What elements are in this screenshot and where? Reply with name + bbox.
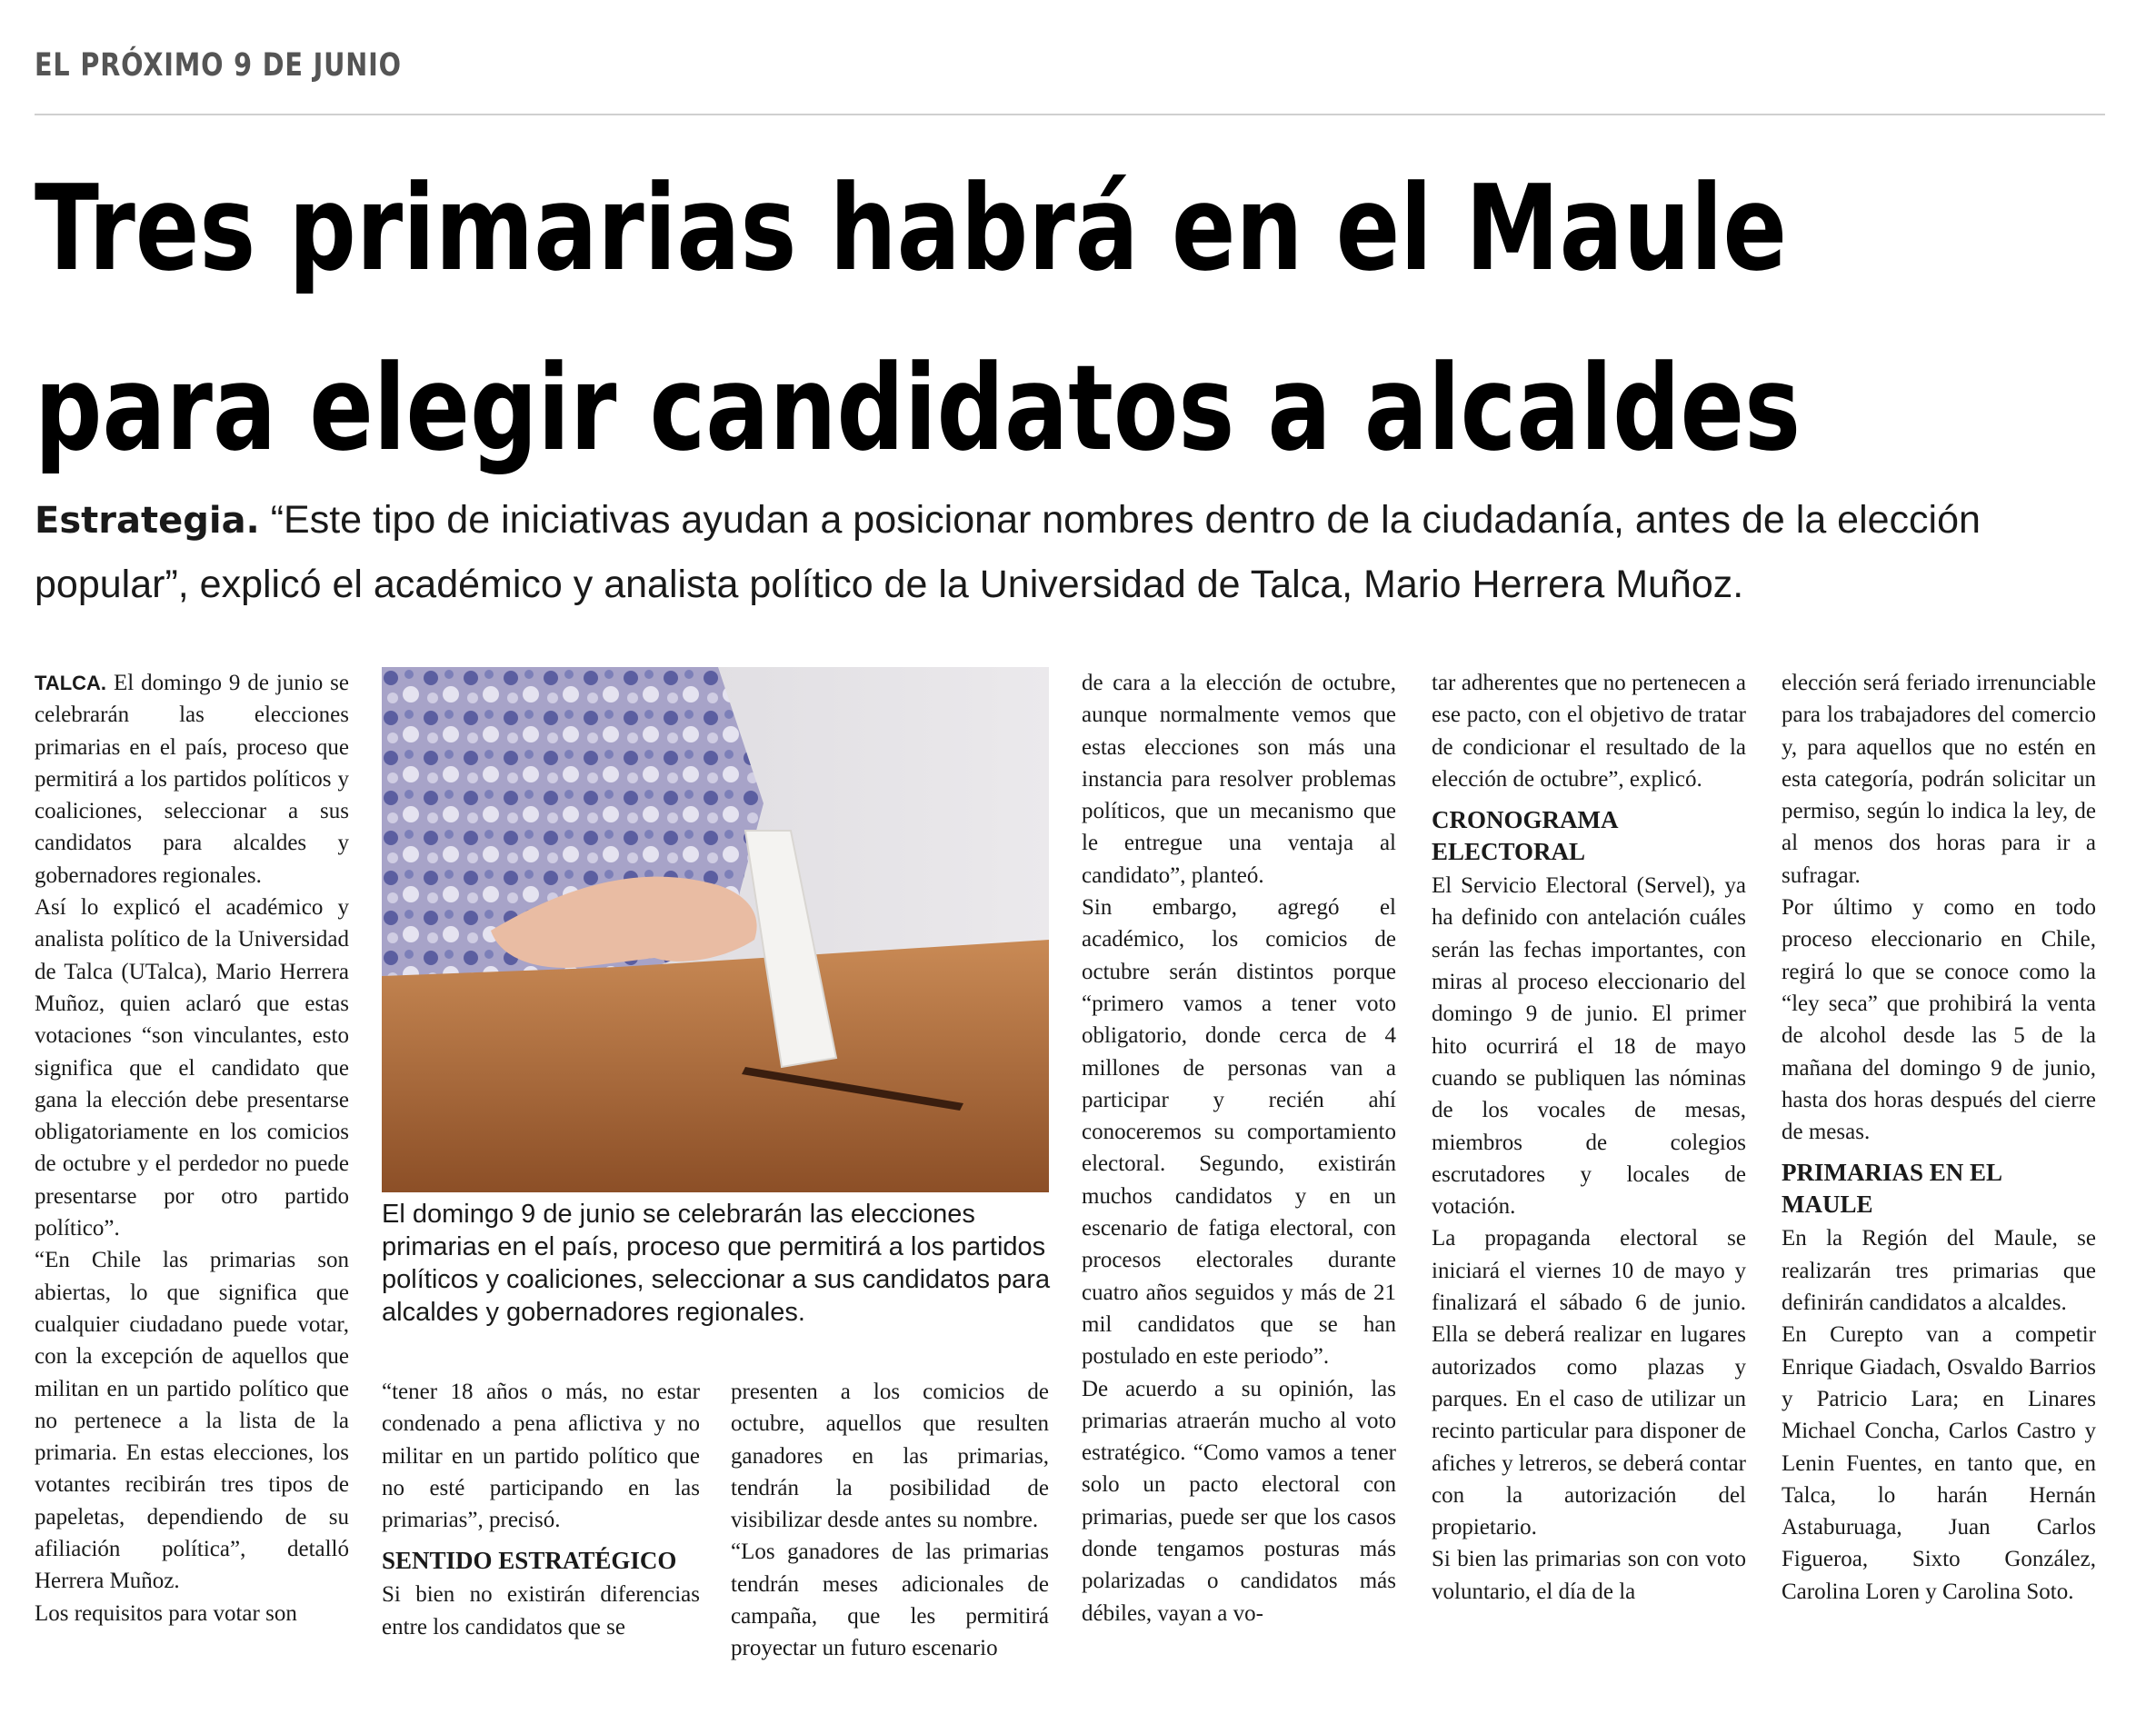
subhead-sentido-estrategico: SENTIDO ESTRATÉGICO	[382, 1547, 677, 1575]
col3-paragraph-2: “Los ganadores de las primarias tendrán meses adicionales de campaña, que les permitirá proyectar un futuro escenario	[731, 1540, 1049, 1661]
col6-paragraph-3: En la Región del Maule, se realizarán tres primarias que definirán candidatos a alcaldes.	[1782, 1226, 2096, 1316]
kicker: EL PRÓXIMO 9 DE JUNIO	[35, 47, 402, 84]
col4-paragraph-1: de cara a la elección de octubre, aunque normalmente vemos que estas elecciones son más una instancia para resolver problemas políticos, que un mecanismo que le entregue una ventaja al candidato”, planteó.	[1082, 671, 1396, 888]
col6-paragraph-1: elección será feriado irrenunciable para los trabajadores del comercio y, para aquellos que no estén en esta categoría, podrán solicitar un permiso, según lo indica la ley, de al menos dos horas para ir a sufragar.	[1782, 671, 2096, 888]
article-column-3	[731, 1376, 1049, 1685]
col5-paragraph-3: La propaganda electoral se iniciará el viernes 10 de mayo y finalizará el sábado 6 de junio. Ella se deberá realizar en lugares autorizados como plazas y parques. En el caso de utilizar un recinto particular para disponer de afiches y letreros, se deberá contar con la autorización del propietario.	[1432, 1226, 1746, 1540]
ballot-photo	[382, 667, 1049, 1192]
col5-paragraph-4: Si bien las primarias son con voto voluntario, el día de la	[1432, 1547, 1746, 1604]
headline-line-1: Tres primarias habrá en el Maule	[35, 159, 1788, 297]
deck-lead: Estrategia.	[35, 500, 260, 542]
col1-paragraph-1: El domingo 9 de junio se celebrarán las elecciones primarias en el país, proceso que permitirá a los partidos políticos y coaliciones, seleccionar a sus candidatos para alcaldes y gobernadores regionales.	[35, 671, 349, 888]
col2-paragraph-1: “tener 18 años o más, no estar condenado a pena aflictiva y no militar en un partido político que no esté participando en las primarias”, precisó.	[382, 1380, 700, 1533]
article-column-6	[1782, 667, 2096, 1608]
article-column-1	[35, 667, 349, 1685]
article-column-2	[382, 1376, 700, 1685]
col5-paragraph-1: tar adherentes que no pertenecen a ese pacto, con el objetivo de tratar de condicionar el resultado de la elección de octubre”, explicó.	[1432, 671, 1746, 792]
col4-paragraph-3: De acuerdo a su opinión, las primarias atraerán mucho al voto estratégico. “Como vamos a tener solo un pacto electoral con primarias, puede ser que los casos donde tengamos posturas más polarizadas o candidatos más débiles, vayan a vo-	[1082, 1376, 1396, 1626]
col1-paragraph-3: “En Chile las primarias son abiertas, lo que significa que cualquier ciudadano puede votar, con la excepción de aquellos que militan en un partido político que no pertenece a la lista de la primaria. En estas elecciones, los votantes recibirán tres tipos de papeletas, dependiendo de su afiliación política”, detalló Herrera Muñoz.	[35, 1248, 349, 1594]
deck-text: “Este tipo de iniciativas ayudan a posicionar nombres dentro de la ciudadanía, antes de la elección popular”, explicó el académico y analista político de la Universidad de Talca, Mario Herrera Muñoz.	[35, 498, 1981, 606]
col4-paragraph-2: Sin embargo, agregó el académico, los comicios de octubre serán distintos porque “primero vamos a tener voto obligatorio, donde cerca de 4 millones de personas van a participar y recién ahí conoceremos su comportamiento electoral. Segundo, existirán muchos candidatos y en un escenario de fatiga electoral, con procesos electorales durante cuatro años seguidos y más de 21 mil candidatos que se han postulado en este periodo”.	[1082, 895, 1396, 1370]
col6-paragraph-2: Por último y como en todo proceso eleccionario en Chile, regirá lo que se conoce como la “ley seca” que prohibirá la venta de alcohol desde las 5 de la mañana del domingo 9 de junio, hasta dos horas después del cierre de mesas.	[1782, 895, 2096, 1145]
dateline: TALCA.	[35, 672, 107, 694]
header-rule	[35, 114, 2105, 115]
col1-paragraph-2: Así lo explicó el académico y analista político de la Universidad de Talca (UTalca), Mario Herrera Muñoz, quien aclaró que estas votaciones “son vinculantes, esto significa que el candidato que gana la elección debe presentarse obligatoriamente en los comicios de octubre y el perdedor no puede presentarse por otro partido político”.	[35, 895, 349, 1241]
col3-paragraph-1: presenten a los comicios de octubre, aquellos que resulten ganadores en las primarias, tendrán la posibilidad de visibilizar desde antes su nombre.	[731, 1380, 1049, 1533]
col1-paragraph-4: Los requisitos para votar son	[35, 1600, 297, 1626]
col2-paragraph-2: Si bien no existirán diferencias entre los candidatos que se	[382, 1582, 700, 1639]
article-column-4	[1082, 667, 1396, 1629]
col5-paragraph-2: El Servicio Electoral (Servel), ya ha definido con antelación cuáles serán las fechas importantes, con miras al proceso eleccionario del domingo 9 de junio. El primer hito ocurrirá el 18 de mayo cuando se publiquen las nóminas de los vocales de mesas, miembros de colegios escrutadores y locales de votación.	[1432, 873, 1746, 1220]
photo-caption: El domingo 9 de junio se celebrarán las elecciones primarias en el país, proceso que permitirá a los partidos políticos y coaliciones, seleccionar a sus candidatos para alcaldes y gobernadores regionales.	[382, 1200, 1051, 1327]
deck	[35, 488, 2116, 616]
subhead-cronograma-electoral: CRONOGRAMA ELECTORAL	[1432, 806, 1617, 866]
col6-paragraph-4: En Curepto van a competir Enrique Giadach, Osvaldo Barrios y Patricio Lara; en Linares Michael Concha, Carlos Castro y Lenin Fuentes, en tanto que, en Talca, lo harán Hernán Astaburuaga, Juan Carlos Figueroa, Sixto González, Carolina Loren y Carolina Soto.	[1782, 1322, 2096, 1604]
article-column-5	[1432, 667, 1746, 1608]
subhead-primarias-en-el-maule: PRIMARIAS EN EL MAULE	[1782, 1159, 2001, 1219]
headline-line-2: para elegir candidatos a alcaldes	[35, 339, 1802, 477]
